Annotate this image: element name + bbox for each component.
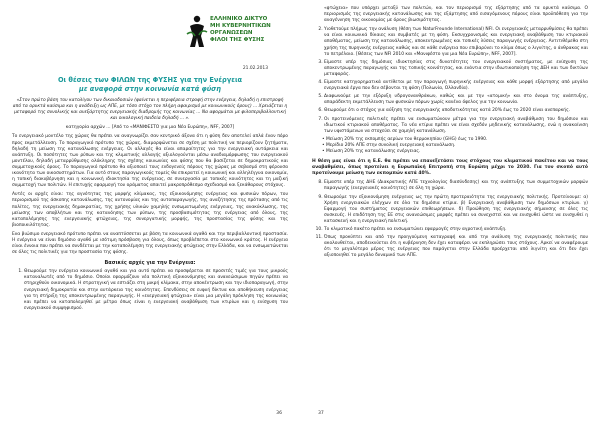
principles-list-final xyxy=(312,180,588,259)
bullet-item: • Μείωση 20% της εκπομπής αερίων του θερμοκηπίου (GHG) έως το 1990. xyxy=(326,137,588,143)
list-item: 1. Θεωρούμε την ενέργεια κοινωνικό αγαθό και για αυτό πρέπει να προσφέρεται σε προσιτές τιμές για τους μικρούς καταναλωτές από το δημόσιο. Οποίοι εφαρμόζουν νέα πολιτική εξοικονόμησης και ανανεώσιμων πηγών πρέπει να στηριχθούν οικονομικά. Η στρατηγική να εστιάζει στη μικρή κλίμακα, στην αποκέντρωση και την ιδιοπαραγωγή, στην ενεργειακή δημοκρατία και στην αυτάρκεια της κοινότητας. Επενδύσεις σε ευφυή δίκτυα και αποθήκευση ενέργειας για τη στήριξη της αποκεντρωμένης παραγωγής. Η «ενεργειακή φτώχεια» είναι μια μεγάλη πρόκληση της κοινωνίας και πρέπει να καταπολεμηθεί με μέτρα όπως είναι η ενεργειακή αναβάθμιση των κτιρίων και η ενίσχυση του ενεργειακού συμψηφισμού. xyxy=(24,269,288,312)
list-item: 10. Το κλιματικό πακέτο πρέπει να ενσωματώνει εφαρμογές στην αγροτική ανάπτυξη. xyxy=(324,227,588,233)
title-line-2: με αναφορά στην κοινωνία κατά φύση xyxy=(78,85,221,93)
title-line-1: Οι θέσεις των ΦΙΛΩΝ της ΦΥΣΗΣ για την Ενέργεια xyxy=(57,76,243,84)
target-bullets xyxy=(312,137,588,155)
list-item: 8. Είμαστε υπέρ της ΔΗΕ (Διακρατικής ΑΠΕ τεχνολογίας διασύνδεσης) και της ανάπτυξης των συμμετοχικών μορφών παραγωγής (ενεργειακές κοινότητες) σε όλη τη χώρα. xyxy=(324,180,588,192)
logo-text xyxy=(210,16,278,44)
page-number-left: 36 xyxy=(276,411,282,416)
list-item: 5. Διαφωνούμε με την εξόρυξη υδρογονανθράκων, καθώς και με την «ατομική» και στο όνομα της ανάπτυξης, απαράδεκτη εκμετάλλευση των φυσικών πόρων χωρίς κανένα όφελος για την κοινωνία. xyxy=(324,94,588,106)
list-item: 6. Θεωρούμε ότι ο στόχος για αύξηση της ενεργειακής αποδοτικότητας κατά 20% έως το 2020 είναι ανεπαρκής. xyxy=(324,108,588,114)
intro-quote: «Στον πρώτο βάση του κατολίγου των δικαιοδοσιών (φαίνεται η περιφέρεια στροφή στην ενέργεια, δηλαδή η επιστροφή από τα ορυκτά καύσιμα και η ανάδειξη ως ΑΠΕ, με τόσο στόχο τον πλήρη αφαιρισμό με κοινωνικούς όρους) ... Χρειάζεται η μεταφορά της συνολικής και ανεξάρτητης ενεργειακής διαδρομής της κοινωνίας ... Να αφορμάται με φιλοπεριβαλλοντική και οικολογική παιδεία δηλαδή ... ». xyxy=(12,98,288,122)
principles-list xyxy=(12,269,288,312)
page-number-right: 37 xyxy=(318,411,324,416)
logo-mark-icon xyxy=(186,14,208,48)
paragraph-3: Ενα βιώσιμο ενεργειακό πρότυπο πρέπει να αναπτύσσεται με βάση τα κοινωνικά αγαθά και την περιβαλλοντική προστασία. Η ενέργεια να είναι δημόσιο αγαθό με ισότιμη πρόσβαση για όλους, όπως προβλέπεται στο κοινωνικό κράτος. Η ενέργεια είναι έννοια που πρέπει να συνδέεται με την καταπολέμηση της ενεργειακής φτώχειας στην Ελλάδα, και να ενσωματώνεται σε όλες τις πολιτικές για την προστασία της φύσης. xyxy=(12,231,288,256)
logo-line-3: ΦΙΛΟΙ ΤΗΣ ΦΥΣΗΣ xyxy=(210,37,265,43)
position-statement: Η θέση μας είναι ότι η Ε.Ε. θα πρέπει να επανεξετάσει τους στόχους του κλιματικού πακέτου και να τους αναβαθμίσει, όπως προτείνει η Ευρωπαϊκή Επιτροπή στη Ευρώπη μέχρι το 2030. Για τον σκοπό αυτό προτείνουμε μείωση των εκπομπών κατά 40%. xyxy=(312,159,588,177)
paragraph-1: Το ενεργειακό μοντέλο της χώρας θα πρέπει να αναγνωρίζει σαν κεντρικό άξονα ότι η φύση δεν αποτελεί απλά έναν πόρο προς εκμετάλλευση. Το παραγωγικό πρότυπο της χώρας, διαμορφώνεται σε σχέση με πολιτική να περιορίζουν ζητήματα, δηλαδή τη μείωση της κατανάλωσης ενέργειας. Οι αλλαγές θα είναι απαραίτητες για την ενεργειακή αυτάρκεια και ανάπτυξη. Οι ποσότητες των ρύπων και της κλιματικής αλλαγής αξιολογούνται μέσω αναδιαμόρφωσης του ενεργειακού μοντέλου, δηλαδή μεταρρύθμισης ολόκληρης της σχέσης κοινωνίας και φύσης που θα βασίζεται σε δημοκρατικούς και συμμετοχικούς όρους. Το παραγωγικό πρότυπο θα αξιοποιεί τους ενδογενείς πόρους της χώρας με σεβασμό στη φέρουσα ικανότητα των οικοσυστημάτων. Για αυτό στους παραγωγικούς τομείς θα επικρατεί η κοινωνική και αλληλέγγυα οικονομία, η τοπική διακυβέρνηση και η κοινωνική ιδιοκτησία της ενέργειας, σε συνεργασία με τοπικές κοινότητες και τη μαζική συμμετοχή των πολιτών. Η επιτυχής εφαρμογή του οράματος απαιτεί μακροπρόθεσμο σχεδιασμό και ξεκάθαρους στόχους. xyxy=(12,134,288,189)
logo xyxy=(186,10,278,62)
right-page xyxy=(300,0,600,424)
bullet-item: • Μερίδιο 20% ΑΠΕ στην συνολική ενεργειακή κατανάλωση. xyxy=(326,143,588,149)
continued-text: «φτώχεια» που υπάρχει μεταξύ των πολιτών, και τον περιορισμό της εξάρτησης από τα ορυκτά καύσιμα. Ο περιορισμός της ενεργειακής κατανάλωσης και της εξάρτησης από εισαγόμενους πόρους είναι προϋπόθεση για την αναγέννηση της οικονομίας με όρους βιωσιμότητας. xyxy=(324,6,588,24)
left-body xyxy=(12,98,288,314)
document-title xyxy=(12,76,288,94)
list-item: 3. Είμαστε υπέρ της δημόσιας ιδιοκτησίας στις δυνατότητες του ενεργειακού συστήματος, με ενίσχυση της αποκεντρωμένης παραγωγής και της τοπικής κοινότητας, και ενάντια στην ιδιωτικοποίηση της ΔΕΗ και των δικτύων μεταφοράς. xyxy=(324,60,588,78)
paragraph-2: Αυτές οι αρχές είναι: της αγνότητας της μορφής κλίμακας, της εξοικονόμησης ενέργειας και φυσικών πόρων, του περιορισμού της άσκοπης κατανάλωσης, της αυτονομίας και της αυτοπαραγωγής, της αναζήτησης της πρότασης από τις πολίτες, της ενεργειακής δημοκρατίας, της χρήσης υλικών χαμηλής ενσωματωμένης ενέργειας, της ανακύκλωσης, της μείωσης των αποβλήτων και της κατανόησης των ρύπων, της προσβασιμότητας της ενέργειας από όλους, της καταπολέμησης της ενεργειακής φτώχειας, της συνεργατικής μορφής, της προστασίας της φύσης και της βιοποικιλότητας. xyxy=(12,192,288,228)
list-item: 11. Όπως προκύπτει και από την προηγούμενη καταγραφή και από την ανάλυση της ενεργειακής πολιτικής που ακολουθείται, αποδεικνύεται ότι η κυβέρνηση δεν έχει καταφέρει να εκπληρώσει τους στόχους. Αρκεί να αναφέρουμε ότι το μεγαλύτερο μέρος της ενέργειας που παράγεται στην Ελλάδα προέρχεται από λιγνίτη και ότι δεν έχει αξιοποιηθεί το μεγάλο δυναμικό των ΑΠΕ. xyxy=(324,235,588,259)
bullet-item: • Μείωση 20% της κατανάλωσης ενέργειας. xyxy=(326,149,588,155)
list-item: 4. Είμαστε κατηγορηματικά αντίθετοι με την παραγωγή πυρηνικής ενέργειας και κάθε μορφή εξάρτησης από μεγάλα ενεργειακά έργα που δεν σέβονται τη φύση (Πολωνία, Ολλανδία). xyxy=(324,80,588,92)
list-item: 7. Οι προτεινόμενες πολιτικές πρέπει να ενσωματώνουν μέτρα για την ενεργειακή αναβάθμιση του δημόσιου και ιδιωτικού κτιριακού αποθέματος. Τα νέα κτίρια πρέπει να είναι σχεδόν μηδενικής κατανάλωσης, ενώ η ανακαίνιση των υφιστάμενων να στοχεύει σε χαμηλή κατανάλωση. xyxy=(324,117,588,135)
document-date: 21.02.2013 xyxy=(242,66,268,71)
list-item: 2. Υιοθετούμε πλήρως την ανάλυση (θέση των NaturFreunde International) NFI. Οι ενεργειακές μεταρρυθμίσεις θα πρέπει να είναι κοινωνικά δίκαιες και συμβατές με τη φύση. Εκσυγχρονισμός και ενεργειακή αναβάθμιση του κτιριακού αποθέματος, μείωση της κατανάλωσης, αποκεντρωμένες και τοπικές λύσεις παραγωγής ενέργειας. Αντιτιθέμεθα στη χρήση της πυρηνικής ενέργειας καθώς και σε κάθε ενέργεια που επιβαρύνει το κλίμα όπως ο λιγνίτης, ο άνθρακας και το πετρέλαιο. [Θέσεις των NFI 2010 και «Μανιφέστο για μια Νέα Ευρώπη», NFF, 2007]. xyxy=(324,27,588,57)
section-subheading: Βασικές αρχές για την Ενέργεια: xyxy=(104,260,196,267)
principles-list-continued xyxy=(312,27,588,135)
intro-source: κατηγορία αρχών ... [Από το «ΜΑΝΙΦΕΣΤΟ για μια Νέα Ευρώπη», NFF, 2007] xyxy=(65,125,235,131)
logo-line-1: ΕΛΛΗΝΙΚΟ ΔΙΚΤΥΟ xyxy=(210,16,268,22)
list-item: 9. Θεωρούμε την εξοικονόμηση ενέργειας ως την πρώτη προτεραιότητα της ενεργειακής πολιτικής. Προτείνουμε: α) Χρήση ενεργειακών ελέγχων σε όλα τα δημόσια κτίρια. β) Ενεργειακή αναβάθμιση των δημόσιων κτιρίων. γ) Εφαρμογή του συστήματος ενεργειακών επιθεωρήσεων. δ) Προώθηση της ενεργειακής σήμανσης σε όλες τις συσκευές. Η επιδότηση της ΕΕ στις ανανεώσιμες μορφές πρέπει να συνεχιστεί και να ενισχυθεί ώστε να ενισχυθεί η κατασκευή και η ενεργειακή πολιτική. xyxy=(324,195,588,225)
logo-line-2: ΜΗ ΚΥΒΕΡΝΗΤΙΚΩΝ ΟΡΓΑΝΩΣΕΩΝ xyxy=(210,23,271,36)
